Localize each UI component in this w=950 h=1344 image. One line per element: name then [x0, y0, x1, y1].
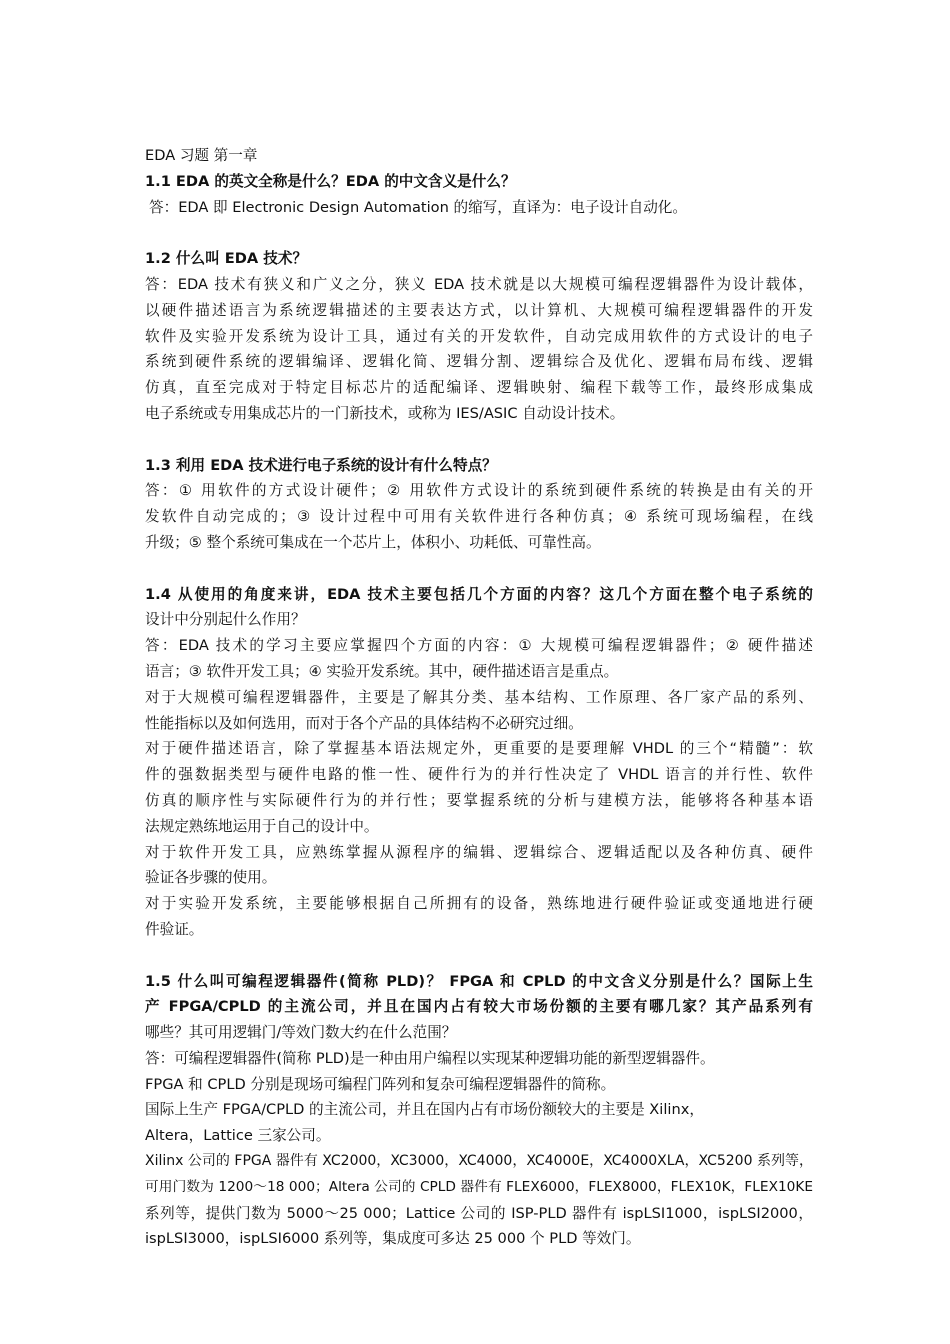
spacer	[145, 427, 813, 453]
question-1-4-line: 设计中分别起什么作用？	[145, 611, 306, 629]
answer-1-4-line: 对于硬件描述语言，除了掌握基本语法规定外，更重要的是要理解 VHDL 的三个“精髓”：软	[145, 740, 813, 758]
answer-1-5-line: 可用门数为 1200～18 000；Altera 公司的 CPLD 器件有 FLEX6000，FLEX8000，FLEX10K，FLEX10KE	[145, 1178, 813, 1195]
answer-1-4-line: 对于软件开发工具，应熟练掌握从源程序的编辑、逻辑综合、逻辑适配以及各种仿真、硬件	[145, 843, 813, 861]
answer-1-2-line: 软件及实验开发系统为设计工具，通过有关的开发软件，自动完成用软件的方式设计的电子	[145, 327, 813, 345]
answer-1-4-line: 件验证。	[145, 920, 204, 938]
question-1-5-line: 1.5 什么叫可编程逻辑器件(简称 PLD)？ FPGA 和 CPLD 的中文含义分别是什么？国际上生	[145, 972, 813, 990]
answer-1-5-line: Altera，Lattice 三家公司。	[145, 1127, 331, 1145]
answer-1-2-line: 电子系统或专用集成芯片的一门新技术，或称为 IES/ASIC 自动设计技术。	[145, 404, 625, 422]
answer-1-2-line: 答：EDA 技术有狭义和广义之分，狭义 EDA 技术就是以大规模可编程逻辑器件为设计载体，	[145, 275, 813, 293]
answer-1-4-line: 对于实验开发系统，主要能够根据自己所拥有的设备，熟练地进行硬件验证或变通地进行硬	[145, 895, 813, 913]
question-1-5-line: 哪些？其可用逻辑门/等效门数大约在什么范围？	[145, 1024, 457, 1042]
answer-1-5-line: 系列等，提供门数为 5000～25 000；Lattice 公司的 ISP-PLD 器件有 ispLSI1000，ispLSI2000，	[145, 1204, 813, 1222]
spacer	[145, 220, 813, 246]
answer-1-1: 答：EDA 即 Electronic Design Automation 的缩写，直译为：电子设计自动化。	[149, 198, 687, 216]
answer-1-3-line: 升级；⑤ 整个系统可集成在一个芯片上，体积小、功耗低、可靠性高。	[145, 533, 601, 551]
answer-1-5-line: FPGA 和 CPLD 分别是现场可编程门阵列和复杂可编程逻辑器件的简称。	[145, 1075, 616, 1093]
answer-1-4-line: 语言；③ 软件开发工具；④ 实验开发系统。其中，硬件描述语言是重点。	[145, 662, 619, 680]
answer-1-4-line: 法规定熟练地运用于自己的设计中。	[145, 817, 379, 835]
question-1-3: 1.3 利用 EDA 技术进行电子系统的设计有什么特点？	[145, 456, 497, 474]
answer-1-2-line: 仿真，直至完成对于特定目标芯片的适配编译、逻辑映射、编程下载等工作，最终形成集成	[145, 379, 813, 397]
question-1-1: 1.1 EDA 的英文全称是什么？EDA 的中文含义是什么？	[145, 172, 516, 190]
answer-1-2-line: 以硬件描述语言为系统逻辑描述的主要表达方式，以计算机、大规模可编程逻辑器件的开发	[145, 301, 813, 319]
answer-1-4-line: 仿真的顺序性与实际硬件行为的并行性；要掌握系统的分析与建模方法，能够将各种基本语	[145, 791, 813, 809]
answer-1-4-line: 验证各步骤的使用。	[145, 869, 277, 887]
answer-1-5-line: ispLSI3000，ispLSI6000 系列等，集成度可多达 25 000 个 PLD 等效门。	[145, 1230, 641, 1248]
answer-1-2-line: 系统到硬件系统的逻辑编译、逻辑化简、逻辑分割、逻辑综合及优化、逻辑布局布线、逻辑	[145, 353, 813, 371]
answer-1-4-line: 答：EDA 技术的学习主要应掌握四个方面的内容：① 大规模可编程逻辑器件；② 硬件描述	[145, 637, 813, 655]
spacer	[145, 943, 813, 969]
spacer	[145, 556, 813, 582]
question-1-4-line: 1.4 从使用的角度来讲，EDA 技术主要包括几个方面的内容？这几个方面在整个电子系统的	[145, 585, 813, 603]
document-title: EDA 习题 第一章	[145, 147, 258, 164]
answer-1-5-line: 国际上生产 FPGA/CPLD 的主流公司，并且在国内占有市场份额较大的主要是 Xilinx，	[145, 1101, 704, 1119]
answer-1-4-line: 对于大规模可编程逻辑器件，主要是了解其分类、基本结构、工作原理、各厂家产品的系列、	[145, 688, 813, 706]
document-page	[145, 143, 813, 1252]
answer-1-3-line: 发软件自动完成的；③ 设计过程中可用有关软件进行各种仿真；④ 系统可现场编程，在线	[145, 508, 813, 526]
answer-1-5-line: 答：可编程逻辑器件(简称 PLD)是一种由用户编程以实现某种逻辑功能的新型逻辑器件。	[145, 1049, 715, 1067]
answer-1-3-line: 答：① 用软件的方式设计硬件；② 用软件方式设计的系统到硬件系统的转换是由有关的开	[145, 482, 813, 500]
answer-1-4-line: 性能指标以及如何选用，而对于各个产品的具体结构不必研究过细。	[145, 714, 583, 732]
answer-1-4-line: 件的强数据类型与硬件电路的惟一性、硬件行为的并行性决定了 VHDL 语言的并行性、软件	[145, 766, 813, 784]
question-1-5-line: 产 FPGA/CPLD 的主流公司，并且在国内占有较大市场份额的主要有哪几家？其产品系列有	[145, 998, 813, 1016]
answer-1-5-line: Xilinx 公司的 FPGA 器件有 XC2000，XC3000，XC4000，XC4000E，XC4000XLA，XC5200 系列等，	[145, 1153, 813, 1170]
question-1-2: 1.2 什么叫 EDA 技术？	[145, 250, 308, 268]
